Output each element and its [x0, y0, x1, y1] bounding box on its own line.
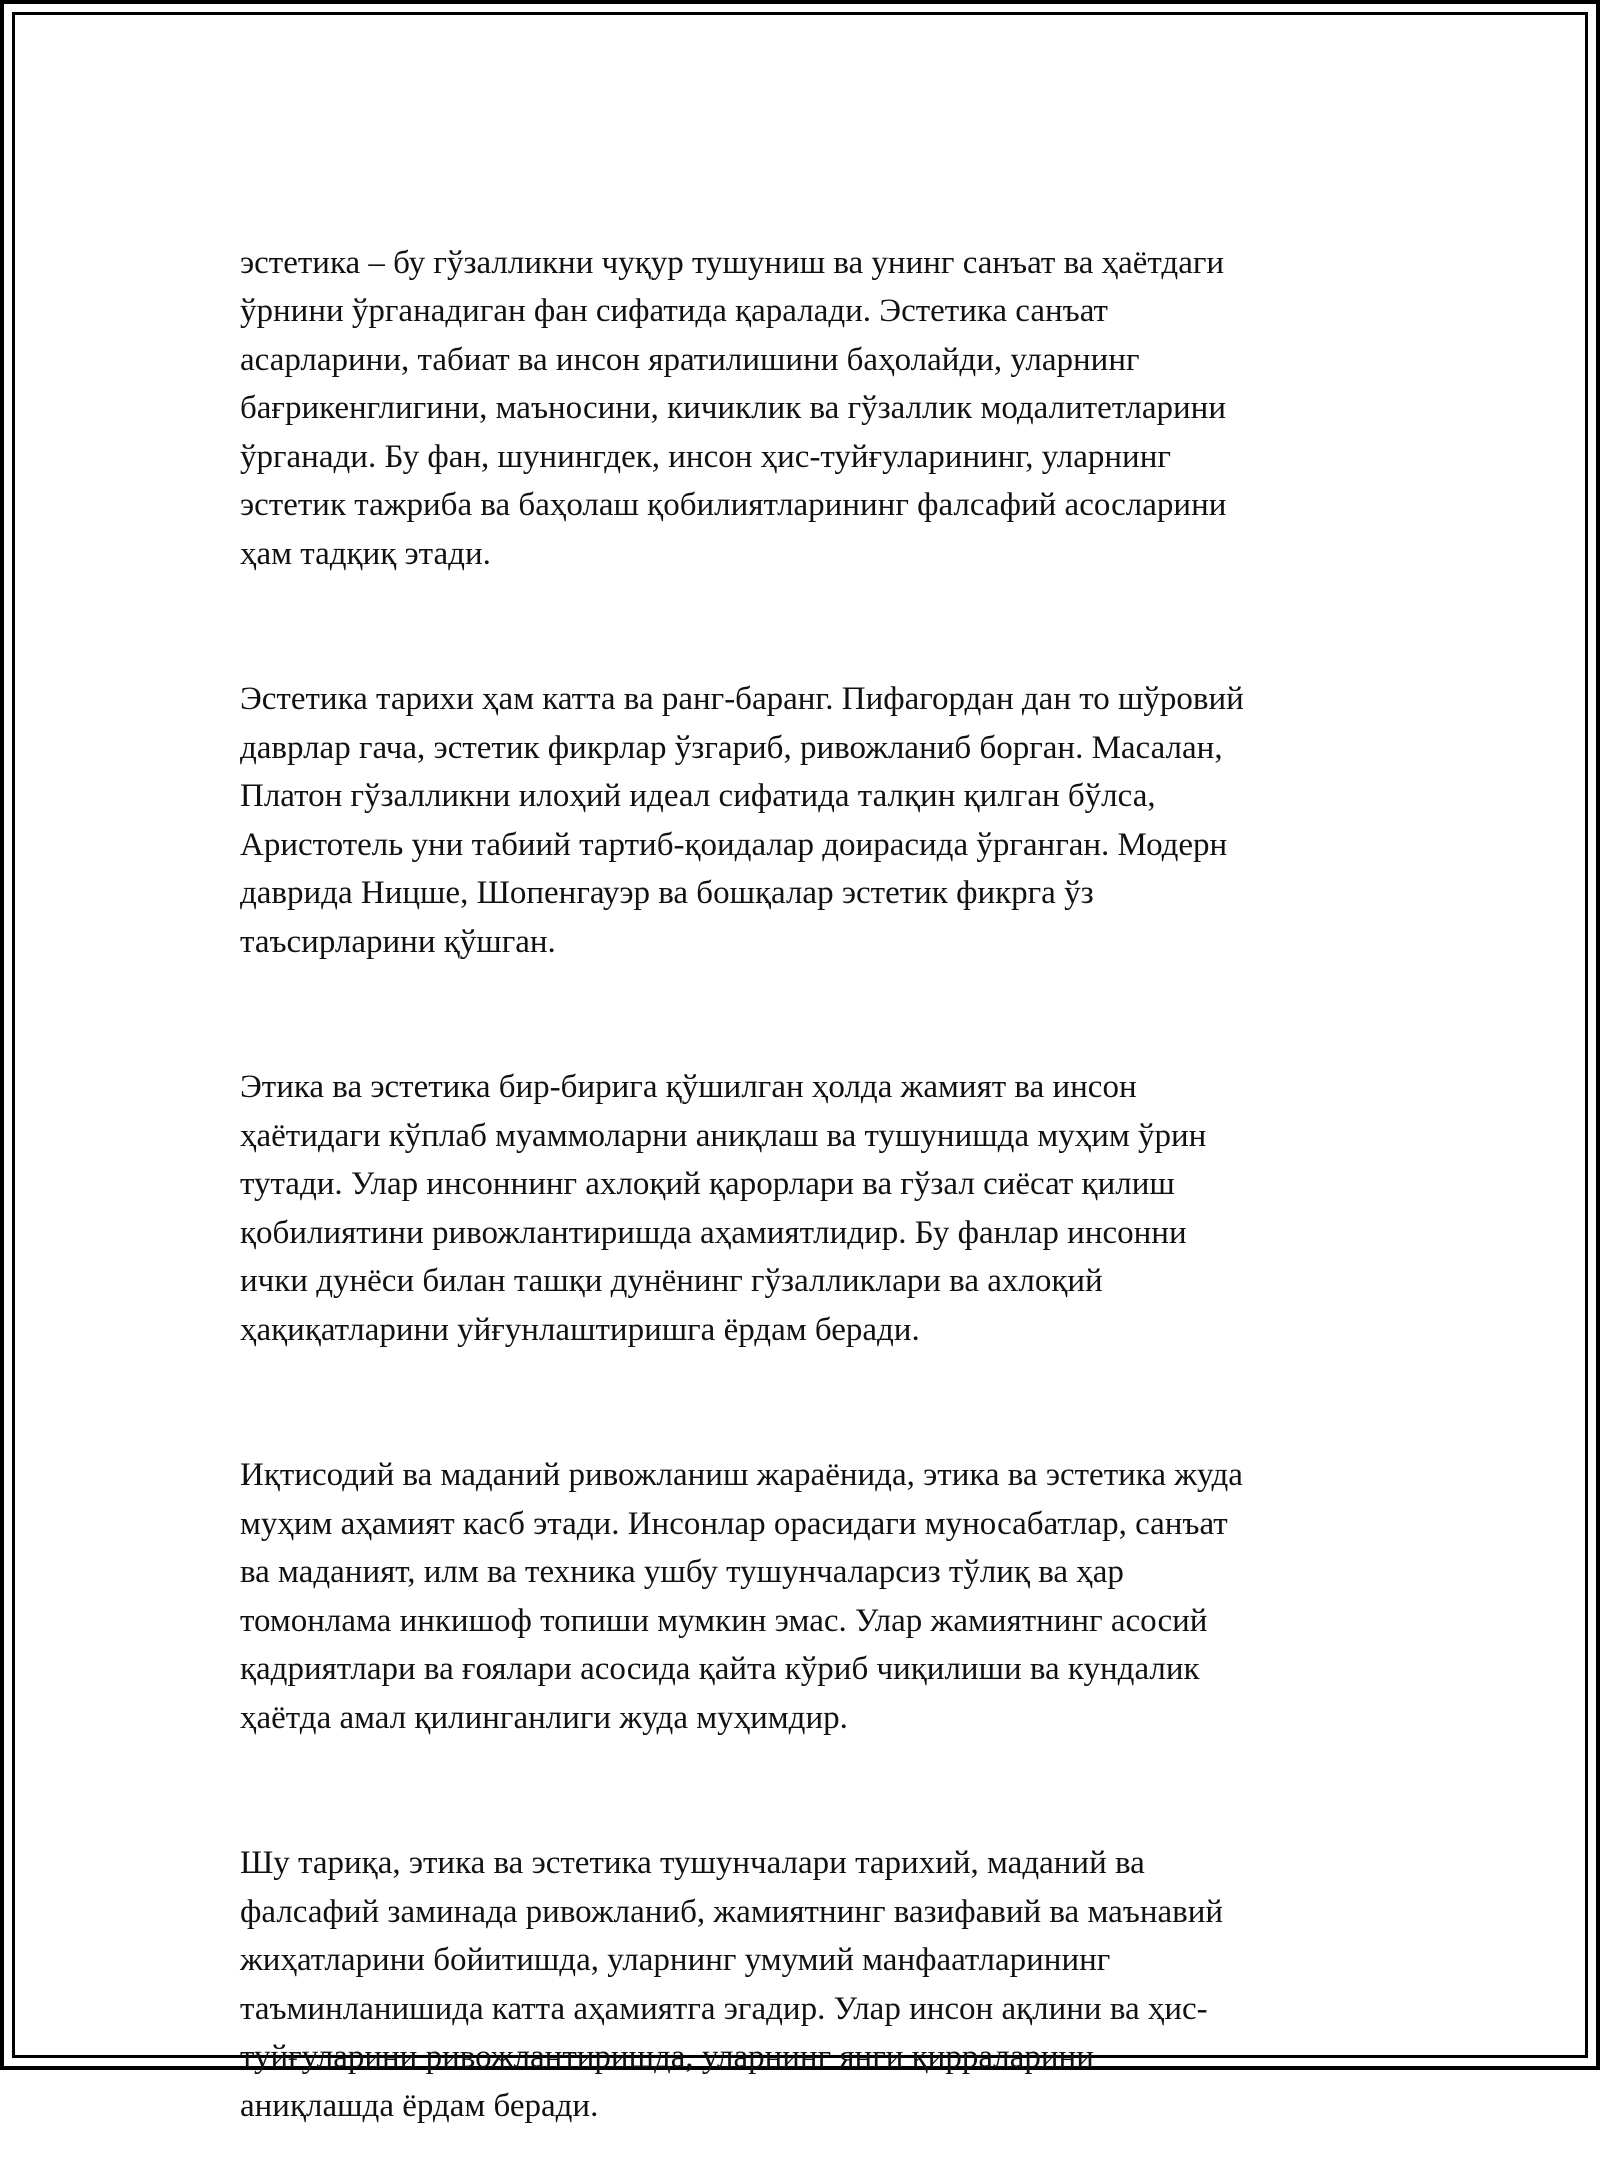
paragraph-aesthetics-history: Эстетика тарихи ҳам катта ва ранг-баранг. Пифагордан дан то шўровий даврлар гача, эстетик фикрлар ўзгариб, ривожланиб борган. Масалан, Платон гўзалликни илоҳий идеал сифатида талқин қилган бўлса, Аристотель уни табиий тартиб-қоидалар доирасида ўрганган. Модерн даврида Ницше, Шопенгауэр ва бошқалар эстетик фикрга ўз таъсирларини қўшган.	[240, 681, 1244, 960]
paragraph-ethics-and-aesthetics: Этика ва эстетика бир-бирига қўшилган ҳолда жамият ва инсон ҳаётидаги кўплаб муаммоларни аниқлаш ва тушунишда муҳим ўрин тутади. Улар инсоннинг ахлоқий қарорлари ва гўзал сиёсат қилиш қобилиятини ривожлантиришда аҳамиятлидир. Бу фанлар инсонни ички дунёси билан ташқи дунёнинг гўзалликлари ва ахлоқий ҳақиқатларини уйғунлаштиришга ёрдам беради.	[240, 1069, 1207, 1348]
paragraph-conclusion: Шу тариқа, этика ва эстетика тушунчалари тарихий, маданий ва фалсафий заминада ривожланиб, жамиятнинг вазифавий ва маънавий жиҳатларини бойитишда, уларнинг умумий манфаатларининг таъминланишида катта аҳамиятга эгадир. Улар инсон ақлини ва ҳис- туйғуларини ривожлантиришда, уларнинг янги қирраларини аниқлашда ёрдам беради.	[240, 1845, 1224, 2124]
paragraph-economic-cultural-development: Иқтисодий ва маданий ривожланиш жараёнида, этика ва эстетика жуда муҳим аҳамият касб этади. Инсонлар орасидаги муносабатлар, санъат ва маданият, илм ва техника ушбу тушунчаларсиз тўлиқ ва ҳар томонлама инкишоф топиши мумкин эмас. Улар жамиятнинг асосий қадриятлари ва ғоялари асосида қайта кўриб чиқилиши ва кундалик ҳаётда амал қилинганлиги жуда муҳимдир.	[240, 1457, 1243, 1736]
paragraph-aesthetics-definition: эстетика – бу гўзалликни чуқур тушуниш ва унинг санъат ва ҳаётдаги ўрнини ўрганадиган фан сифатида қаралади. Эстетика санъат асарларини, табиат ва инсон яратилишини баҳолайди, уларнинг бағрикенглигини, маъносини, кичиклик ва гўзаллик модалитетларини ўрганади. Бу фан, шунингдек, инсон ҳис-туйғуларининг, уларнинг эстетик тажриба ва баҳолаш қобилиятларининг фалсафий асосларини ҳам тадқиқ этади.	[240, 244, 1227, 572]
document-body	[240, 190, 1380, 2179]
